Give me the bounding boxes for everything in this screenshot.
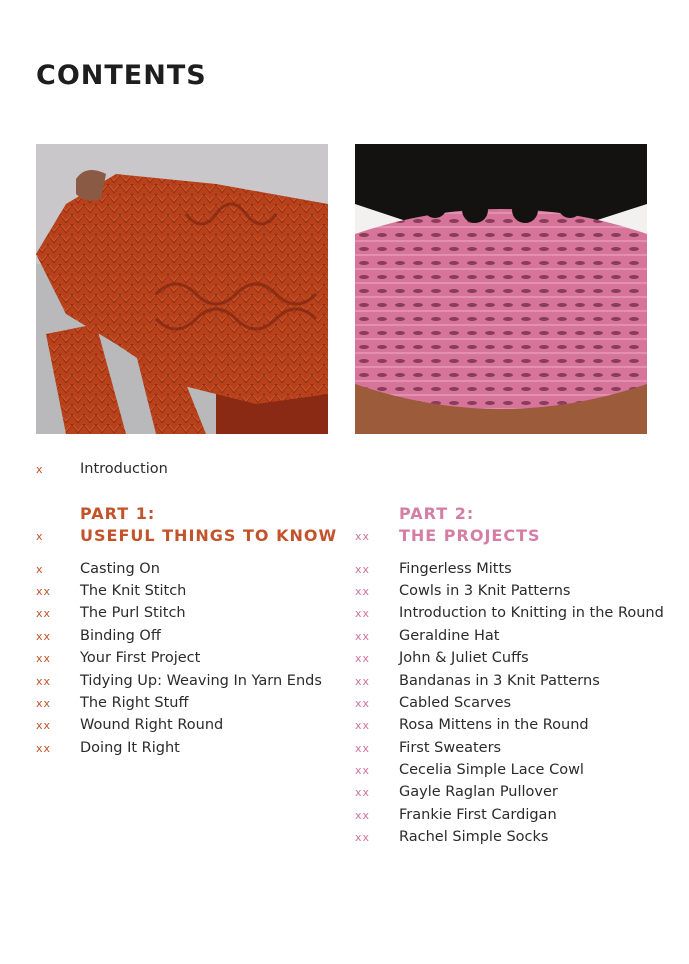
toc-entry[interactable] (355, 826, 548, 848)
toc-entry[interactable] (36, 737, 180, 759)
toc-entry-label: First Sweaters (399, 740, 502, 756)
toc-entry[interactable] (36, 670, 322, 692)
page-number: xx (355, 562, 371, 576)
part1-heading-line2: USEFUL THINGS TO KNOW (80, 526, 338, 545)
toc-entry-label: Gayle Raglan Pullover (399, 784, 558, 800)
page-number: xx (355, 651, 371, 665)
toc-entry-label: Introduction (80, 461, 168, 477)
page-number: xx (355, 741, 371, 755)
page-number: xx (355, 529, 371, 543)
toc-entry-label: Bandanas in 3 Knit Patterns (399, 673, 600, 689)
page-number: x (36, 462, 44, 476)
toc-entry[interactable] (355, 602, 664, 624)
toc-entry-label: Binding Off (80, 628, 161, 644)
page-number: xx (355, 763, 371, 777)
toc-entry[interactable] (355, 625, 499, 647)
toc-entry[interactable] (355, 737, 501, 759)
page-number: xx (355, 808, 371, 822)
page-number: xx (355, 696, 371, 710)
page-number: xx (355, 674, 371, 688)
toc-entry[interactable] (355, 580, 570, 602)
toc-entry-label: Tidying Up: Weaving In Yarn Ends (80, 673, 322, 689)
toc-entry-label: The Purl Stitch (80, 605, 186, 621)
pink-lace-cowl-photo (355, 144, 647, 434)
toc-entry-label: Frankie First Cardigan (399, 807, 557, 823)
toc-entry-label: Introduction to Knitting in the Round (399, 605, 664, 621)
page-number: x (36, 529, 44, 543)
toc-entry-label: The Knit Stitch (80, 583, 187, 599)
toc-entry-label: John & Juliet Cuffs (399, 650, 529, 666)
page-number: xx (36, 584, 52, 598)
toc-entry-introduction[interactable] (36, 458, 168, 480)
page-number: xx (355, 629, 371, 643)
orange-cabled-scarf-photo (36, 144, 328, 434)
toc-entry-label: The Right Stuff (80, 695, 189, 711)
toc-entry[interactable] (36, 580, 186, 602)
page-number: xx (36, 651, 52, 665)
page-number: x (36, 562, 44, 576)
toc-entry[interactable] (355, 781, 558, 803)
page-number: xx (36, 696, 52, 710)
toc-entry[interactable] (355, 692, 511, 714)
page-number: xx (355, 830, 371, 844)
part1-heading-line1: PART 1: (80, 504, 156, 523)
toc-entry-label: Geraldine Hat (399, 628, 500, 644)
page-title: CONTENTS (36, 60, 207, 91)
part2-heading-line1: PART 2: (399, 504, 475, 523)
toc-entry-label: Cowls in 3 Knit Patterns (399, 583, 571, 599)
page-number: xx (355, 584, 371, 598)
toc-entry[interactable] (355, 558, 512, 580)
toc-entry[interactable] (355, 714, 589, 736)
toc-entry-label: Doing It Right (80, 740, 180, 756)
part1-heading-row[interactable] (36, 525, 337, 547)
toc-entry-label: Casting On (80, 561, 160, 577)
toc-entry-label: Cabled Scarves (399, 695, 512, 711)
toc-entry-label: Rachel Simple Socks (399, 829, 549, 845)
toc-entry[interactable] (36, 714, 223, 736)
toc-entry-label: Rosa Mittens in the Round (399, 717, 589, 733)
toc-entry[interactable] (355, 804, 557, 826)
toc-entry[interactable] (36, 647, 200, 669)
page-number: xx (36, 674, 52, 688)
toc-entry[interactable] (355, 670, 600, 692)
part2-heading-row[interactable] (355, 525, 541, 547)
page-number: xx (36, 629, 52, 643)
toc-entry-label: Wound Right Round (80, 717, 224, 733)
toc-entry-label: Fingerless Mitts (399, 561, 512, 577)
toc-entry[interactable] (355, 647, 529, 669)
page-number: xx (355, 718, 371, 732)
toc-entry[interactable] (355, 759, 584, 781)
toc-entry[interactable] (36, 692, 188, 714)
toc-entry-label: Your First Project (80, 650, 201, 666)
toc-entry[interactable] (36, 558, 160, 580)
toc-entry[interactable] (36, 602, 186, 624)
page-number: xx (355, 606, 371, 620)
page-number: xx (36, 718, 52, 732)
page-number: xx (36, 741, 52, 755)
toc-entry-label: Cecelia Simple Lace Cowl (399, 762, 584, 778)
page-number: xx (355, 785, 371, 799)
toc-entry[interactable] (36, 625, 161, 647)
part2-heading-line2: THE PROJECTS (399, 526, 541, 545)
page-number: xx (36, 606, 52, 620)
